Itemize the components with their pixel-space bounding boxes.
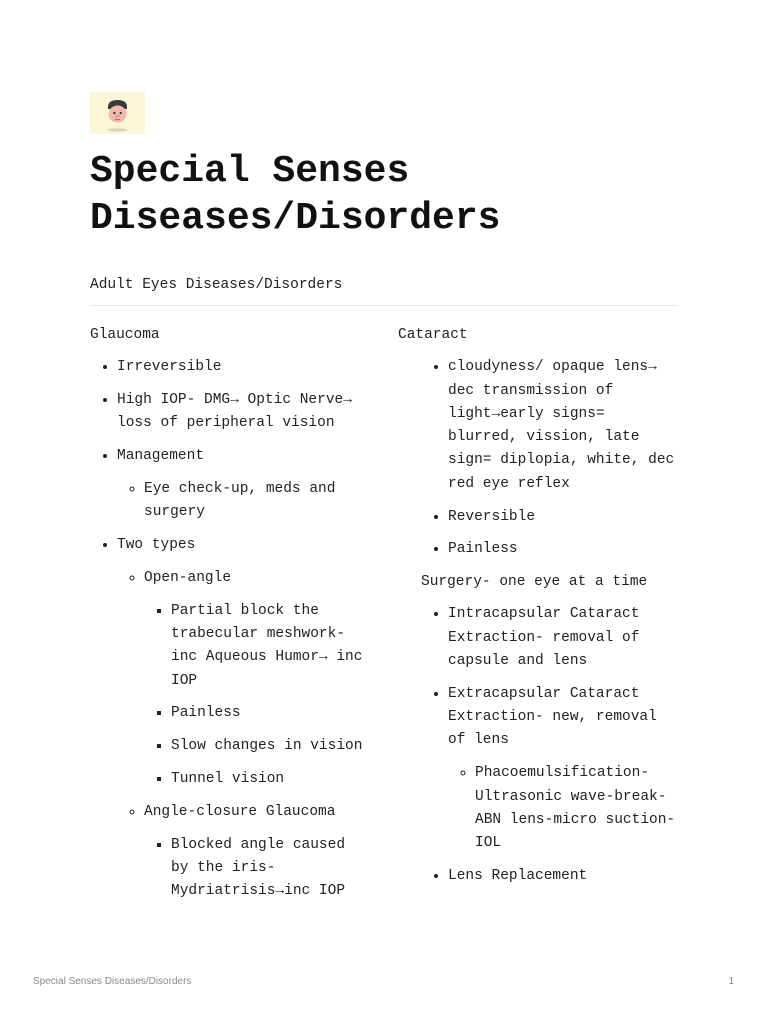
extracapsular-sublist bbox=[448, 762, 678, 855]
open-angle-label: Open-angle bbox=[144, 569, 232, 586]
angle-closure-sublist bbox=[144, 834, 365, 904]
list-item: • High IOP- DMG→ Optic Nerve→ loss of peripheral vision bbox=[117, 389, 365, 436]
management-sublist bbox=[117, 478, 365, 525]
list-item bbox=[144, 567, 365, 791]
cataract-list bbox=[398, 356, 678, 561]
page-title-line-2: Diseases/Disorders bbox=[90, 197, 501, 240]
page-title bbox=[90, 148, 500, 242]
list-item: ▪ Painless bbox=[171, 702, 365, 725]
list-item bbox=[117, 445, 365, 524]
extracapsular-label: Extracapsular Cataract Extraction- new, removal of lens bbox=[448, 685, 657, 749]
surgery-note: Surgery- one eye at a time bbox=[421, 574, 648, 591]
cataract-heading: Cataract bbox=[398, 327, 468, 343]
list-item: ▪ Slow changes in vision bbox=[171, 735, 365, 758]
section-subtitle: Adult Eyes Diseases/Disorders bbox=[90, 277, 343, 293]
list-item bbox=[144, 801, 365, 904]
list-item: • Reversible bbox=[448, 506, 678, 529]
list-item: • Lens Replacement bbox=[448, 865, 678, 888]
list-item: • Painless bbox=[448, 538, 678, 561]
glaucoma-heading: Glaucoma bbox=[90, 327, 160, 343]
types-sublist bbox=[117, 567, 365, 904]
list-item: ◦ Eye check-up, meds and surgery bbox=[144, 478, 365, 525]
list-item: ▪ Blocked angle caused by the iris- Mydriatrisis→inc IOP bbox=[171, 834, 365, 904]
list-item: • Irreversible bbox=[117, 356, 365, 379]
page-number: 1 bbox=[728, 976, 734, 987]
open-angle-sublist bbox=[144, 600, 365, 792]
management-label: Management bbox=[117, 448, 205, 465]
page-title-line-1: Special Senses bbox=[90, 150, 410, 193]
glaucoma-column bbox=[90, 324, 365, 913]
surgery-list bbox=[398, 603, 678, 888]
glaucoma-list bbox=[90, 356, 365, 903]
footer-title: Special Senses Diseases/Disorders bbox=[33, 976, 192, 987]
list-item: • Intracapsular Cataract Extraction- removal of capsule and lens bbox=[448, 603, 678, 673]
two-types-label: Two types bbox=[117, 537, 196, 554]
list-item: ▪ Tunnel vision bbox=[171, 768, 365, 791]
face-emoji-icon bbox=[90, 92, 145, 134]
divider bbox=[90, 305, 677, 306]
cataract-column bbox=[398, 324, 678, 898]
list-item: • cloudyness/ opaque lens→ dec transmission of light→early signs= blurred, vission, late sign= diplopia, white, dec red eye reflex bbox=[448, 356, 678, 496]
list-item: ▪ Partial block the trabecular meshwork- inc Aqueous Humor→ inc IOP bbox=[171, 600, 365, 693]
list-item: ◦ Phacoemulsification- Ultrasonic wave-break- ABN lens-micro suction- IOL bbox=[475, 762, 678, 855]
angle-closure-label: Angle-closure Glaucoma bbox=[144, 803, 336, 820]
list-item bbox=[448, 683, 678, 856]
list-item bbox=[117, 534, 365, 903]
